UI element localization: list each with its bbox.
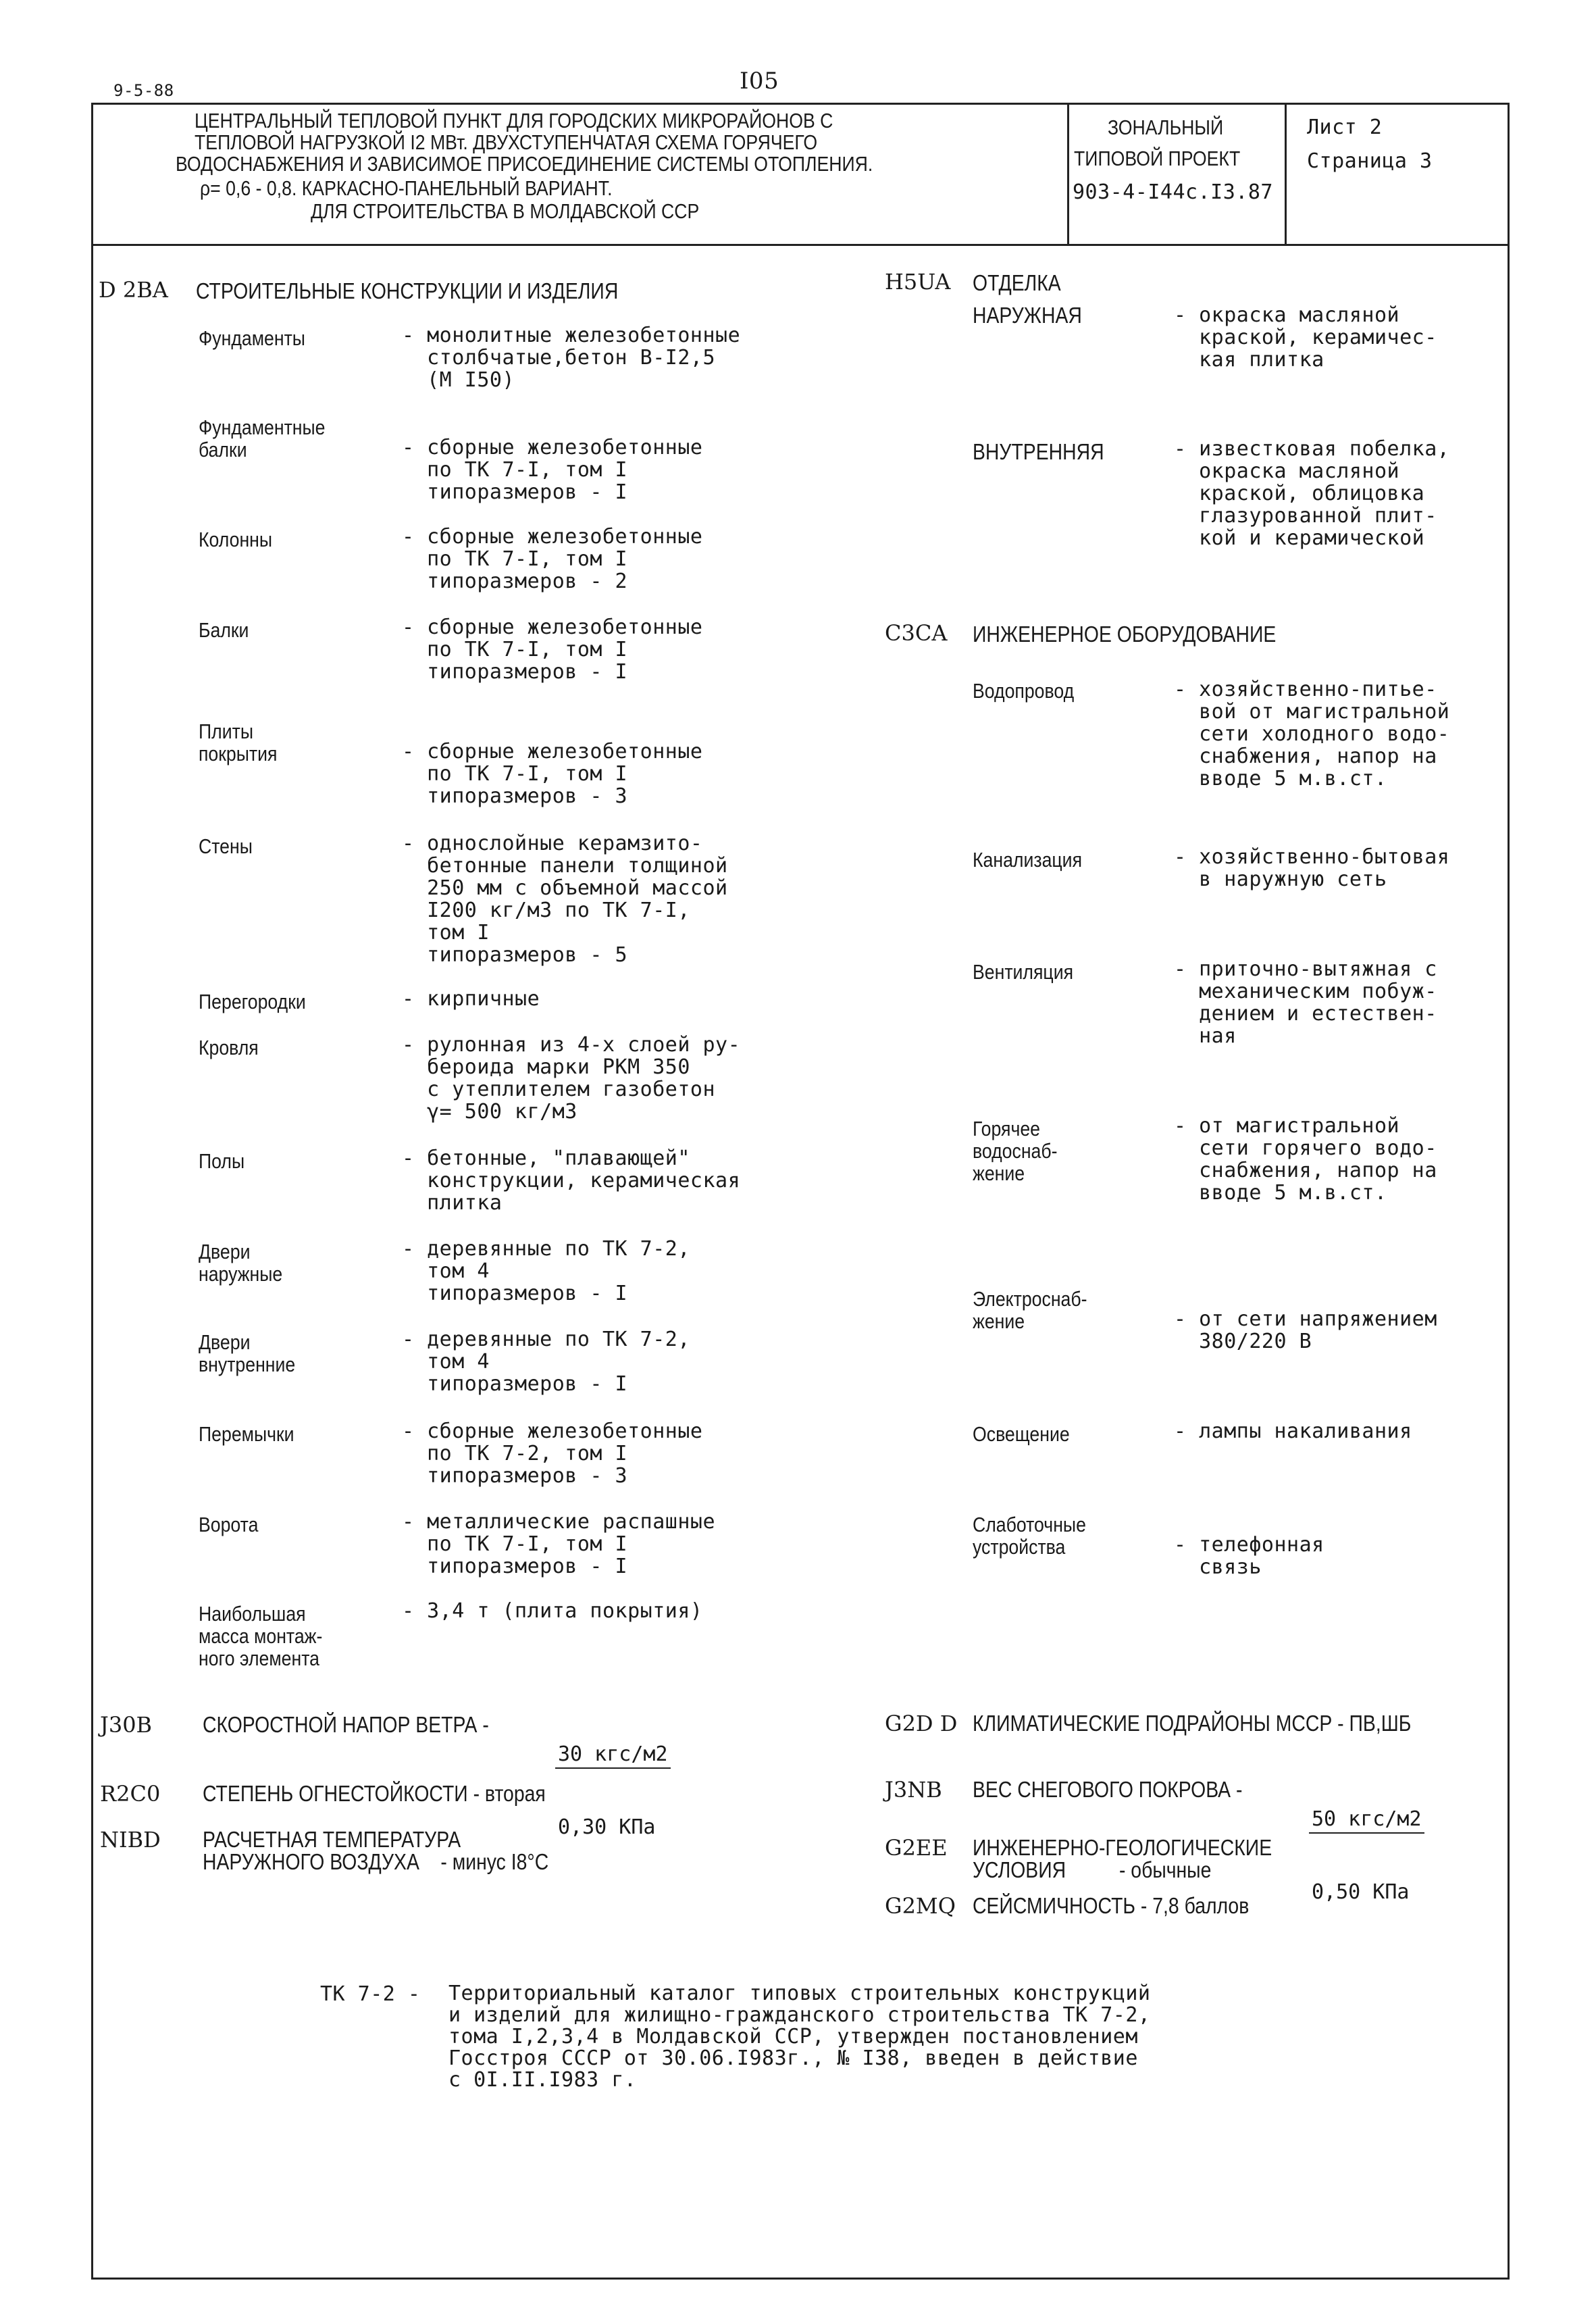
code-temperature: NIBD	[100, 1827, 161, 1853]
footnote-key: ТК 7-2 -	[320, 1982, 421, 2006]
wind-value-kgs: 30 кгс/м2	[555, 1743, 671, 1769]
section-code-finishing: H5UA	[885, 269, 951, 295]
snow-value-kgs: 50 кгс/м2	[1309, 1808, 1424, 1834]
item-label-outer-doors: Двери наружные	[199, 1240, 283, 1286]
wind-value-kpa: 0,30 КПа	[558, 1815, 656, 1839]
item-label-columns: Колонны	[199, 528, 273, 551]
item-label-foundation-beams: Фундаментные балки	[199, 416, 326, 461]
eng-value-water-supply: - хозяйственно-питье- вой от магистральной сети холодного водо- снабжения, напор на вводе 5 м.в.ст.	[1174, 678, 1450, 790]
item-label-floors: Полы	[199, 1149, 245, 1173]
item-label-lintels: Перемычки	[199, 1422, 294, 1446]
item-label-partitions: Перегородки	[199, 990, 306, 1013]
code-seismic: G2MQ	[885, 1893, 956, 1919]
footnote-text: Территориальный каталог типовых строительных конструкций и изделий для жилищно-гражданского строительства ТК 7-2, тома I,2,3,4 в Молдавской ССР, утвержден постановлением Госстроя СССР от 30.06.I983г., № I38, введен в действие с 0I.II.I983 г.	[448, 1982, 1151, 2092]
eng-value-power-supply: - от сети напряжением 380/220 В	[1174, 1307, 1437, 1353]
item-label-gates: Ворота	[199, 1513, 259, 1536]
sheet-label: Лист 2	[1307, 116, 1383, 139]
snow-label: ВЕС СНЕГОВОГО ПОКРОВА -	[973, 1777, 1243, 1802]
page-number: I05	[740, 68, 779, 95]
title-divider-2	[1285, 103, 1287, 246]
finish-value-exterior: - окраска масляной краской, керамичес- кая плитка	[1174, 303, 1437, 372]
eng-label-ventilation: Вентиляция	[973, 960, 1074, 984]
title-divider-1	[1067, 103, 1069, 246]
code-geology: G2EE	[885, 1835, 948, 1861]
eng-label-power-supply: Электроснаб- жение	[973, 1287, 1087, 1333]
item-value-lintels: - сборные железобетонные по ТК 7-2, том I типоразмеров - 3	[402, 1419, 703, 1488]
eng-value-lighting: - лампы накаливания	[1174, 1419, 1412, 1443]
project-code: 903-4-I44с.I3.87	[1073, 180, 1273, 204]
title-line-1: ЦЕНТРАЛЬНЫЙ ТЕПЛОВОЙ ПУНКТ ДЛЯ ГОРОДСКИХ МИКРОРАЙОНОВ С	[195, 109, 833, 132]
project-type-1: ЗОНАЛЬНЫЙ	[1108, 116, 1224, 139]
title-line-5: ДЛЯ СТРОИТЕЛЬСТВА В МОЛДАВСКОЙ ССР	[311, 199, 700, 223]
item-label-inner-doors: Двери внутренние	[199, 1330, 296, 1376]
section-code-engineering: C3CA	[885, 620, 948, 646]
item-label-beams: Балки	[199, 618, 249, 642]
title-line-4: ρ= 0,6 - 0,8. КАРКАСНО-ПАНЕЛЬНЫЙ ВАРИАНТ.	[200, 176, 613, 200]
item-label-max-mass: Наибольшая масса монтаж- ного элемента	[199, 1602, 323, 1670]
item-value-gates: - металлические распашные по ТК 7-I, том I типоразмеров - I	[402, 1510, 716, 1578]
project-type-2: ТИПОВОЙ ПРОЕКТ	[1074, 147, 1241, 170]
main-frame	[91, 246, 1510, 2280]
item-value-floors: - бетонные, "плавающей" конструкции, керамическая плитка	[402, 1147, 741, 1215]
snow-value-kpa: 0,50 КПа	[1312, 1880, 1410, 1904]
section-heading-engineering: ИНЖЕНЕРНОЕ ОБОРУДОВАНИЕ	[973, 622, 1277, 647]
item-value-foundations: - монолитные железобетонные столбчатые,бетон В-I2,5 (М I50)	[402, 324, 741, 392]
item-label-walls: Стены	[199, 834, 253, 858]
snow-value	[1309, 1762, 1424, 1927]
item-value-foundation-beams: - сборные железобетонные по ТК 7-I, том I типоразмеров - I	[402, 436, 703, 504]
eng-label-hot-water: Горячее водоснаб- жение	[973, 1117, 1058, 1185]
section-heading-structures: СТРОИТЕЛЬНЫЕ КОНСТРУКЦИИ И ИЗДЕЛИЯ	[196, 278, 619, 303]
eng-label-lighting: Освещение	[973, 1422, 1070, 1446]
item-value-roofing: - рулонная из 4-х слоей ру- бероида марки РКМ 350 с утеплителем газобетон γ= 500 кг/м3	[402, 1033, 741, 1124]
section-heading-finishing: ОТДЕЛКА	[973, 270, 1061, 295]
fire-resistance: СТЕПЕНЬ ОГНЕСТОЙКОСТИ - вторая	[203, 1781, 546, 1806]
item-value-walls: - однослойные керамзито- бетонные панели толщиной 250 мм с объемной массой I200 кг/м3 по ТК 7-I, том I типоразмеров - 5	[402, 832, 728, 967]
wind-label: СКОРОСТНОЙ НАПОР ВЕТРА -	[203, 1712, 489, 1737]
code-wind: J30B	[100, 1712, 153, 1738]
item-value-partitions: - кирпичные	[402, 987, 540, 1011]
title-line-2: ТЕПЛОВОЙ НАГРУЗКОЙ I2 МВт. ДВУХСТУПЕНЧАТАЯ СХЕМА ГОРЯЧЕГО	[195, 130, 818, 154]
eng-label-water-supply: Водопровод	[973, 679, 1075, 703]
eng-value-ventilation: - приточно-вытяжная с механическим побуж- дением и естествен- ная	[1174, 957, 1437, 1048]
item-label-roof-slabs: Плиты покрытия	[199, 720, 278, 765]
item-value-inner-doors: - деревянные по ТК 7-2, том 4 типоразмеров - I	[402, 1328, 690, 1396]
wind-value	[555, 1697, 671, 1862]
eng-label-low-current: Слаботочные устройства	[973, 1513, 1086, 1559]
code-climate: G2D D	[885, 1711, 958, 1736]
eng-value-sewerage: - хозяйственно-бытовая в наружную сеть	[1174, 845, 1450, 891]
item-value-columns: - сборные железобетонные по ТК 7-I, том I типоразмеров - 2	[402, 525, 703, 593]
code-snow: J3NB	[885, 1777, 942, 1803]
eng-value-hot-water: - от магистральной сети горячего водо- снабжения, напор на вводе 5 м.в.ст.	[1174, 1114, 1437, 1205]
item-label-roofing: Кровля	[199, 1036, 259, 1059]
design-temperature: РАСЧЕТНАЯ ТЕМПЕРАТУРА НАРУЖНОГО ВОЗДУХА - минус I8°С	[203, 1827, 549, 1874]
item-value-outer-doors: - деревянные по ТК 7-2, том 4 типоразмеров - I	[402, 1237, 690, 1305]
item-label-foundations: Фундаменты	[199, 326, 305, 350]
code-fire: R2C0	[100, 1781, 161, 1807]
finish-label-interior: ВНУТРЕННЯЯ	[973, 439, 1104, 464]
seismicity: СЕЙСМИЧНОСТЬ - 7,8 баллов	[973, 1893, 1250, 1918]
page-label: Страница 3	[1307, 149, 1433, 173]
item-value-beams: - сборные железобетонные по ТК 7-I, том I типоразмеров - I	[402, 615, 703, 684]
item-value-roof-slabs: - сборные железобетонные по ТК 7-I, том I типоразмеров - 3	[402, 740, 703, 808]
finish-label-exterior: НАРУЖНАЯ	[973, 303, 1082, 328]
climate-subregions: КЛИМАТИЧЕСКИЕ ПОДРАЙОНЫ МССР - ПВ,ШБ	[973, 1711, 1412, 1736]
eng-label-sewerage: Канализация	[973, 848, 1083, 872]
eng-value-low-current: - телефонная связь	[1174, 1533, 1324, 1579]
doc-id: 9-5-88	[113, 81, 174, 100]
geology-conditions: ИНЖЕНЕРНО-ГЕОЛОГИЧЕСКИЕ УСЛОВИЯ - обычные	[973, 1835, 1272, 1882]
title-line-3: ВОДОСНАБЖЕНИЯ И ЗАВИСИМОЕ ПРИСОЕДИНЕНИЕ СИСТЕМЫ ОТОПЛЕНИЯ.	[176, 152, 873, 176]
finish-value-interior: - известковая побелка, окраска масляной краской, облицовка глазурованной плит- кой и керамической	[1174, 437, 1450, 550]
section-code-structures: D 2BA	[99, 277, 168, 303]
item-value-max-mass: - 3,4 т (плита покрытия)	[402, 1599, 703, 1623]
